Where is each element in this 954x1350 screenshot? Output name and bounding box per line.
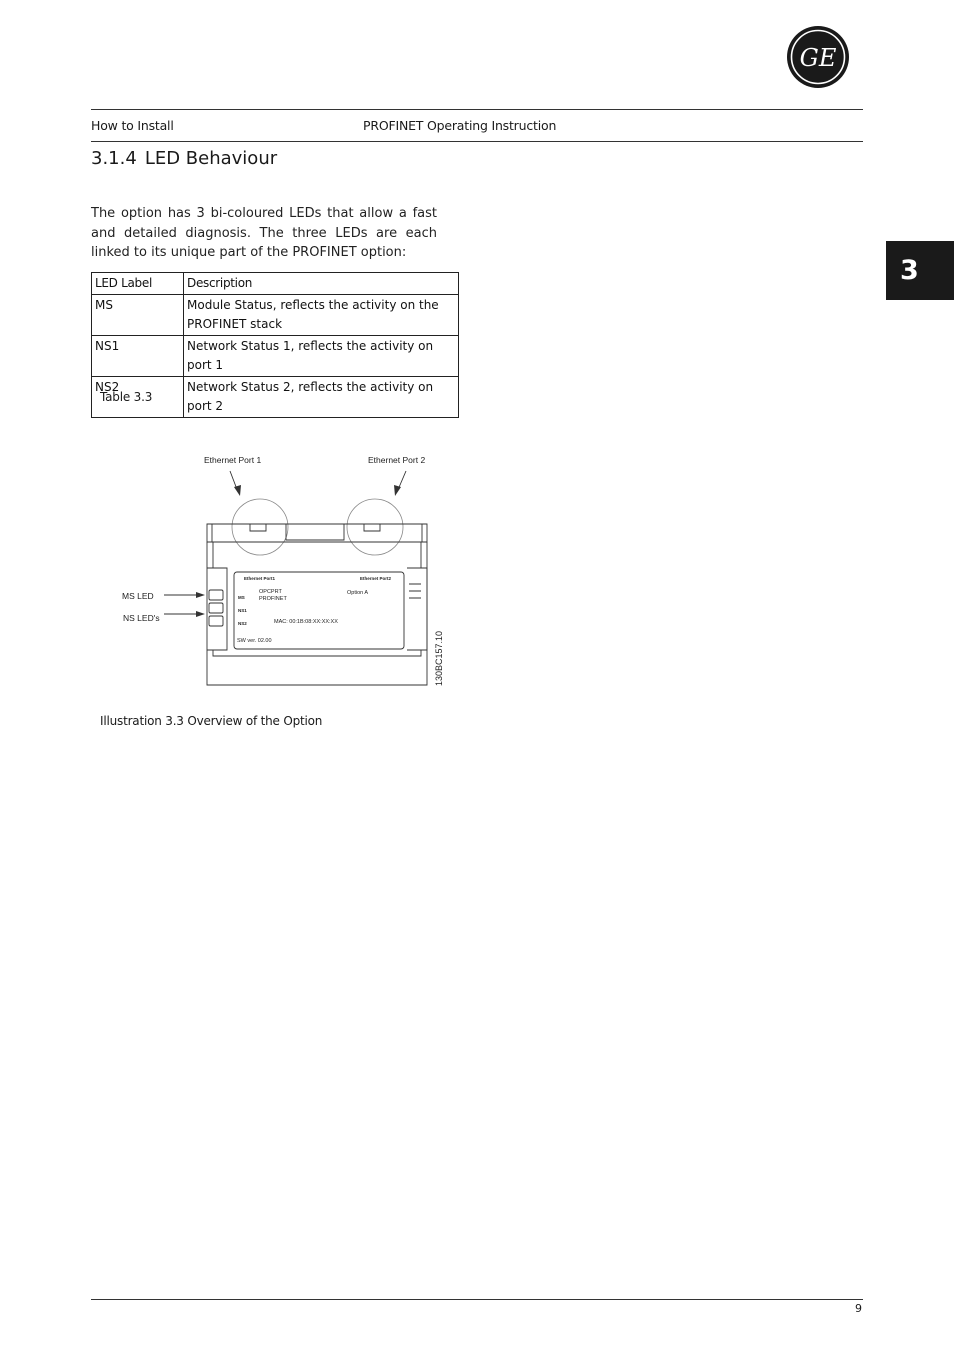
plate-sw-version: SW ver. 02.00 (237, 638, 272, 644)
illustration-caption: Illustration 3.3 Overview of the Option (100, 714, 323, 728)
footer-rule (91, 1299, 863, 1300)
logo-text: GE (799, 44, 837, 72)
plate-port2-label: Ethernet Port2 (360, 576, 392, 581)
plate-port1-label: Ethernet Port1 (244, 576, 276, 581)
intro-paragraph: The option has 3 bi-coloured LEDs that allow a fast and detailed diagnosis. The three LEDs are each linked to its unique part of the PROFINET option: (91, 206, 437, 261)
table-header-cell: LED Label (92, 273, 184, 295)
table-caption: Table 3.3 (100, 390, 153, 404)
page-number: 9 (855, 1302, 862, 1315)
ns1-led-icon (209, 603, 223, 613)
section-title: LED Behaviour (144, 148, 278, 169)
table-cell-description: Network Status 1, reflects the activity on port 1 (184, 336, 459, 377)
plate-ns1-label: NS1 (238, 608, 247, 613)
table-cell-description: Module Status, reflects the activity on the PROFINET stack (184, 295, 459, 336)
chapter-tab: 3 (886, 241, 954, 300)
table-header-cell: Description (184, 273, 459, 295)
header-section-name: How to Install (91, 118, 174, 133)
table-header-row (92, 273, 459, 295)
port1-circle (232, 499, 288, 555)
header-document-title: PROFINET Operating Instruction (363, 118, 557, 133)
plate-option-label: Option A (347, 590, 369, 596)
ethernet-port1-label: Ethernet Port 1 (204, 455, 262, 465)
plate-product-line2: PROFINET (259, 596, 287, 602)
ns2-led-icon (209, 616, 223, 626)
table-row (92, 336, 459, 377)
plate-product-line1: OPCPRT (259, 589, 282, 595)
table-row (92, 295, 459, 336)
option-module-outline (207, 524, 427, 685)
plate-ns2-label: NS2 (238, 621, 247, 626)
table-cell-description: Network Status 2, reflects the activity on port 2 (184, 377, 459, 418)
table-cell-label: MS (92, 295, 184, 336)
plate-ms-label: MS (238, 595, 245, 600)
section-heading (91, 148, 277, 169)
section-number: 3.1.4 (91, 148, 137, 169)
ethernet-port2-label: Ethernet Port 2 (368, 455, 426, 465)
ms-led-label: MS LED (122, 591, 154, 601)
port2-circle (347, 499, 403, 555)
drawing-id: 130BC157.10 (434, 630, 444, 686)
ns-leds-label: NS LED's (123, 613, 160, 623)
table-cell-label: NS2 (92, 377, 184, 418)
ms-led-icon (209, 590, 223, 600)
header-top-rule (91, 109, 863, 110)
ge-logo-icon (786, 25, 850, 89)
table-cell-label: NS1 (92, 336, 184, 377)
plate-mac-address: MAC: 00:1B:08:XX:XX:XX (274, 619, 338, 625)
header-bottom-rule (91, 141, 863, 142)
option-overview-illustration (110, 448, 450, 693)
